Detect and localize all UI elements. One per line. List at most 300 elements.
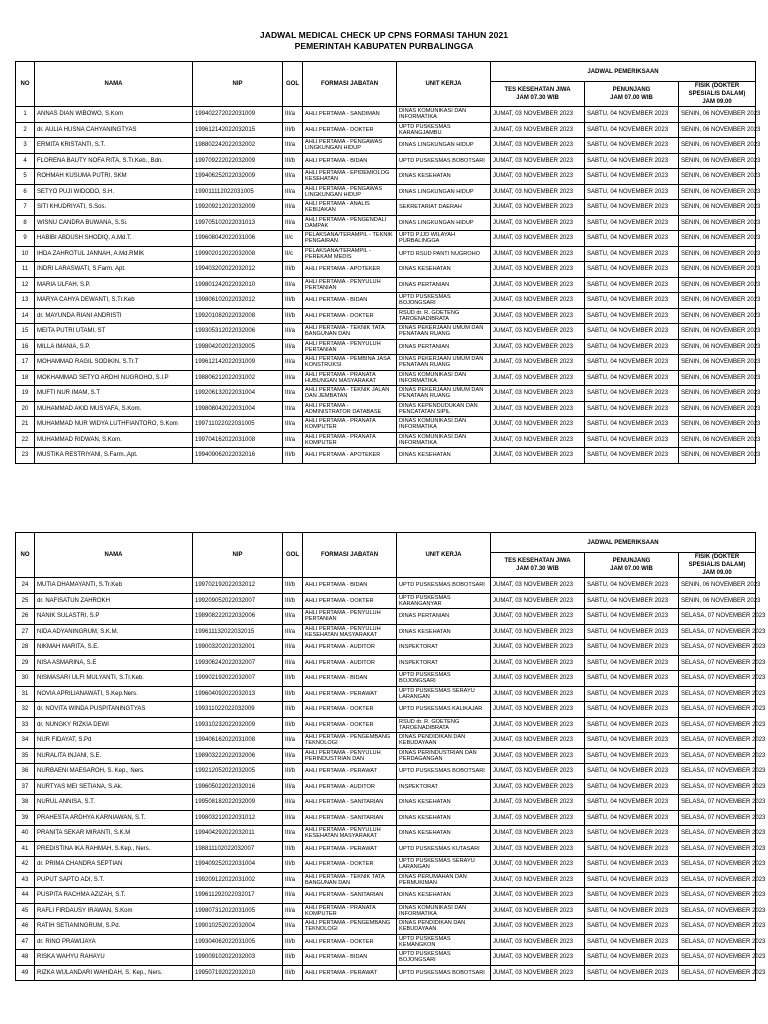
cell-gol: III/b (283, 262, 303, 278)
cell-fisik-date: SENIN, 06 NOVEMBER 2023 (679, 578, 756, 594)
table-row (16, 370, 756, 386)
cell-penunjang-date: SABTU, 04 NOVEMBER 2023 (585, 903, 679, 919)
cell-unit: UPTD PUSKESMAS KARANGANYAR (397, 593, 491, 609)
cell-nama: PRAHESTA ARDHYA KARNIAWAN, S.T. (35, 810, 193, 826)
cell-jabatan: AHLI PERTAMA - PENGAWAS LINGKUNGAN HIDUP (303, 138, 397, 154)
cell-unit: DINAS PENDIDIKAN DAN KEBUDAYAAN (397, 919, 491, 935)
cell-nama: ANNAS DIAN WIBOWO, S.Kom (35, 107, 193, 123)
table-row (16, 702, 756, 718)
cell-nip: 199801242022032010 (193, 277, 283, 293)
cell-nama: MARYA CAHYA DEWANTI, S.Tr.Keb (35, 293, 193, 309)
cell-fisik-date: SELASA, 07 NOVEMBER 2023 (679, 686, 756, 702)
cell-unit: DINAS PENDIDIKAN DAN KEBUDAYAAN (397, 733, 491, 749)
cell-nip: 198903222022032006 (193, 748, 283, 764)
cell-jiwa-date: JUMAT, 03 NOVEMBER 2023 (491, 107, 585, 123)
cell-jabatan: AHLI PERTAMA - DOKTER (303, 308, 397, 324)
cell-gol: III/b (283, 448, 303, 464)
cell-fisik-date: SELASA, 07 NOVEMBER 2023 (679, 888, 756, 904)
cell-fisik-date: SELASA, 07 NOVEMBER 2023 (679, 624, 756, 640)
cell-fisik-date: SELASA, 07 NOVEMBER 2023 (679, 609, 756, 625)
cell-fisik-date: SELASA, 07 NOVEMBER 2023 (679, 795, 756, 811)
table-row (16, 950, 756, 966)
header-jiwa: TES KESEHATAN JIWA JAM 07.30 WIB (491, 553, 585, 578)
cell-nama: dr. NUNGKY RIZKIA DEWI (35, 717, 193, 733)
cell-no: 25 (16, 593, 35, 609)
cell-jabatan: AHLI PERTAMA - BIDAN (303, 950, 397, 966)
table-row (16, 779, 756, 795)
cell-nip: 199010252022032004 (193, 919, 283, 935)
cell-unit: DINAS PEKERJAAN UMUM DAN PENATAAN RUANG (397, 324, 491, 340)
cell-no: 45 (16, 903, 35, 919)
cell-penunjang-date: SABTU, 04 NOVEMBER 2023 (585, 671, 679, 687)
cell-no: 26 (16, 609, 35, 625)
header-nip: NIP (193, 62, 283, 107)
cell-fisik-date: SELASA, 07 NOVEMBER 2023 (679, 779, 756, 795)
cell-unit: UPTD PUSKESMAS KEMANGKON (397, 934, 491, 950)
cell-nip: 198802242022032002 (193, 138, 283, 154)
cell-unit: DINAS KESEHATAN (397, 888, 491, 904)
cell-unit: UPTD PUSKESMAS SERAYU LARANGAN (397, 686, 491, 702)
cell-nama: MOKHAMMAD SETYO ARDHI NUGROHO, S.I.P (35, 370, 193, 386)
cell-unit: DINAS KOMUNIKASI DAN INFORMATIKA (397, 417, 491, 433)
table-row (16, 965, 756, 981)
cell-gol: III/a (283, 417, 303, 433)
cell-penunjang-date: SABTU, 04 NOVEMBER 2023 (585, 640, 679, 656)
cell-no: 5 (16, 169, 35, 185)
cell-gol: III/b (283, 122, 303, 138)
cell-unit: DINAS PERINDUSTRIAN DAN PERDAGANGAN (397, 748, 491, 764)
cell-fisik-date: SENIN, 06 NOVEMBER 2023 (679, 107, 756, 123)
cell-penunjang-date: SABTU, 04 NOVEMBER 2023 (585, 293, 679, 309)
cell-jabatan: AHLI PERTAMA - DOKTER (303, 857, 397, 873)
table-row (16, 810, 756, 826)
cell-no: 21 (16, 417, 35, 433)
cell-no: 30 (16, 671, 35, 687)
cell-unit: UPTD PUSKESMAS SERAYU LARANGAN (397, 857, 491, 873)
cell-nama: dr. PRIMA CHANDRA SEPTIAN (35, 857, 193, 873)
cell-unit: DINAS PERTANIAN (397, 277, 491, 293)
cell-unit: DINAS KOMUNIKASI DAN INFORMATIKA (397, 432, 491, 448)
cell-gol: III/a (283, 355, 303, 371)
cell-penunjang-date: SABTU, 04 NOVEMBER 2023 (585, 748, 679, 764)
cell-no: 6 (16, 184, 35, 200)
cell-jiwa-date: JUMAT, 03 NOVEMBER 2023 (491, 293, 585, 309)
cell-nip: 199403202022032012 (193, 262, 283, 278)
cell-gol: III/b (283, 764, 303, 780)
header-nama: NAMA (35, 533, 193, 578)
cell-fisik-date: SENIN, 06 NOVEMBER 2023 (679, 138, 756, 154)
cell-nip: 198806212022031002 (193, 370, 283, 386)
cell-penunjang-date: SABTU, 04 NOVEMBER 2023 (585, 934, 679, 950)
cell-nip: 199212052022032005 (193, 764, 283, 780)
cell-nama: MUTIA DHAMAYANTI, S.Tr.Keb (35, 578, 193, 594)
cell-jabatan: AHLI PERTAMA - APOTEKER (303, 448, 397, 464)
cell-jabatan: AHLI PERTAMA - PENGEMBANG TEKNOLOGI (303, 733, 397, 749)
cell-jabatan: AHLI PERTAMA - PEMBINA JASA KONSTRUKSI (303, 355, 397, 371)
cell-gol: III/a (283, 200, 303, 216)
cell-nip: 199608042022031006 (193, 231, 283, 247)
cell-gol: II/c (283, 246, 303, 262)
table-row (16, 417, 756, 433)
cell-unit: UPTD PUSKESMAS BOJONGSARI (397, 950, 491, 966)
cell-nip: 199406162022031008 (193, 733, 283, 749)
document-subtitle: PEMERINTAH KABUPATEN PURBALINGGA (294, 41, 474, 51)
cell-unit: UPTD PUSKESMAS KARANGJAMBU (397, 122, 491, 138)
cell-unit: UPTD PUSKESMAS BOBOTSARI (397, 153, 491, 169)
cell-jiwa-date: JUMAT, 03 NOVEMBER 2023 (491, 965, 585, 981)
cell-gol: III/a (283, 386, 303, 402)
cell-fisik-date: SENIN, 06 NOVEMBER 2023 (679, 293, 756, 309)
cell-nip: 199711022022031005 (193, 417, 283, 433)
cell-gol: III/a (283, 733, 303, 749)
cell-nip: 199311022022032009 (193, 702, 283, 718)
cell-nama: NURALITA INJANI, S.E. (35, 748, 193, 764)
table-row (16, 919, 756, 935)
schedule-table-2 (15, 532, 766, 981)
cell-jabatan: AHLI PERTAMA - EPIDEMIOLOG KESEHATAN (303, 169, 397, 185)
cell-fisik-date: SELASA, 07 NOVEMBER 2023 (679, 640, 756, 656)
cell-no: 11 (16, 262, 35, 278)
cell-jabatan: AHLI PERTAMA - APOTEKER (303, 262, 397, 278)
cell-jabatan: AHLI PERTAMA - PRANATA KOMPUTER (303, 432, 397, 448)
cell-jiwa-date: JUMAT, 03 NOVEMBER 2023 (491, 386, 585, 402)
cell-gol: III/a (283, 872, 303, 888)
cell-nama: dr. NOVITA WINDA PUSPITANINGTYAS (35, 702, 193, 718)
cell-nip: 199705102022031013 (193, 215, 283, 231)
cell-nama: NUR FIDAYAT, S.Pd (35, 733, 193, 749)
cell-nip: 199808042022031004 (193, 401, 283, 417)
cell-fisik-date: SENIN, 06 NOVEMBER 2023 (679, 231, 756, 247)
cell-fisik-date: SENIN, 06 NOVEMBER 2023 (679, 370, 756, 386)
cell-nip: 199508182022032009 (193, 795, 283, 811)
cell-jiwa-date: JUMAT, 03 NOVEMBER 2023 (491, 795, 585, 811)
cell-nip: 199803212022031012 (193, 810, 283, 826)
table-row (16, 246, 756, 262)
cell-penunjang-date: SABTU, 04 NOVEMBER 2023 (585, 764, 679, 780)
table-row (16, 169, 756, 185)
cell-unit: DINAS KESEHATAN (397, 262, 491, 278)
cell-fisik-date: SELASA, 07 NOVEMBER 2023 (679, 857, 756, 873)
cell-unit: UPTD PUSKESMAS KALIKAJAR (397, 702, 491, 718)
cell-jabatan: AHLI PERTAMA - PRANATA KOMPUTER (303, 417, 397, 433)
cell-jabatan: AHLI PERTAMA - PENYULUH PERTANIAN (303, 339, 397, 355)
cell-jabatan: AHLI PERTAMA - PERAWAT (303, 841, 397, 857)
cell-nama: dr. MAYUNDA RIANI ANDRISTI (35, 308, 193, 324)
cell-jiwa-date: JUMAT, 03 NOVEMBER 2023 (491, 169, 585, 185)
cell-penunjang-date: SABTU, 04 NOVEMBER 2023 (585, 826, 679, 842)
cell-jiwa-date: JUMAT, 03 NOVEMBER 2023 (491, 339, 585, 355)
cell-no: 32 (16, 702, 35, 718)
cell-fisik-date: SENIN, 06 NOVEMBER 2023 (679, 277, 756, 293)
table-row (16, 748, 756, 764)
cell-no: 8 (16, 215, 35, 231)
cell-nama: MUHAMMAD RIDWAN, S.Kom. (35, 432, 193, 448)
cell-unit: INSPEKTORAT (397, 655, 491, 671)
table-row (16, 872, 756, 888)
table-row (16, 138, 756, 154)
cell-nip: 199709222022032009 (193, 153, 283, 169)
cell-unit: DINAS KESEHATAN (397, 624, 491, 640)
cell-jabatan: AHLI PERTAMA - DOKTER (303, 122, 397, 138)
cell-penunjang-date: SABTU, 04 NOVEMBER 2023 (585, 609, 679, 625)
header-no: NO (16, 533, 35, 578)
cell-jiwa-date: JUMAT, 03 NOVEMBER 2023 (491, 578, 585, 594)
table-row (16, 448, 756, 464)
cell-penunjang-date: SABTU, 04 NOVEMBER 2023 (585, 841, 679, 857)
cell-jabatan: AHLI PERTAMA - BIDAN (303, 293, 397, 309)
cell-unit: DINAS KESEHATAN (397, 169, 491, 185)
cell-no: 47 (16, 934, 35, 950)
cell-jabatan: AHLI PERTAMA - SANITARIAN (303, 810, 397, 826)
cell-jiwa-date: JUMAT, 03 NOVEMBER 2023 (491, 246, 585, 262)
header-jadwal: JADWAL PEMERIKSAAN (491, 62, 756, 82)
cell-jiwa-date: JUMAT, 03 NOVEMBER 2023 (491, 138, 585, 154)
cell-jabatan: AHLI PERTAMA - DOKTER (303, 593, 397, 609)
header-penunjang: PENUNJANG JAM 07.00 WIB (585, 82, 679, 107)
cell-penunjang-date: SABTU, 04 NOVEMBER 2023 (585, 779, 679, 795)
cell-fisik-date: SENIN, 06 NOVEMBER 2023 (679, 122, 756, 138)
cell-unit: DINAS PERUMAHAN DAN PERMUKIMAN (397, 872, 491, 888)
cell-nip: 199605022022032016 (193, 779, 283, 795)
cell-nip: 199604092022032013 (193, 686, 283, 702)
cell-fisik-date: SELASA, 07 NOVEMBER 2023 (679, 702, 756, 718)
cell-no: 13 (16, 293, 35, 309)
cell-jabatan: AHLI PERTAMA - PERAWAT (303, 965, 397, 981)
table-row (16, 122, 756, 138)
table-row (16, 686, 756, 702)
cell-nip: 199201082022032008 (193, 308, 283, 324)
cell-jiwa-date: JUMAT, 03 NOVEMBER 2023 (491, 764, 585, 780)
table-row (16, 888, 756, 904)
cell-jabatan: AHLI PERTAMA - ANALIS KEBIJAKAN (303, 200, 397, 216)
cell-nama: NURUL ANNISA, S.T. (35, 795, 193, 811)
cell-penunjang-date: SABTU, 04 NOVEMBER 2023 (585, 262, 679, 278)
table-row (16, 386, 756, 402)
cell-no: 20 (16, 401, 35, 417)
header-no: NO (16, 62, 35, 107)
cell-fisik-date: SENIN, 06 NOVEMBER 2023 (679, 262, 756, 278)
cell-fisik-date: SENIN, 06 NOVEMBER 2023 (679, 355, 756, 371)
cell-nip: 199612142022031009 (193, 355, 283, 371)
cell-penunjang-date: SABTU, 04 NOVEMBER 2023 (585, 308, 679, 324)
cell-nip: 199611292022032017 (193, 888, 283, 904)
cell-gol: III/a (283, 324, 303, 340)
cell-no: 3 (16, 138, 35, 154)
cell-penunjang-date: SABTU, 04 NOVEMBER 2023 (585, 872, 679, 888)
header-gol: GOL (283, 62, 303, 107)
cell-jiwa-date: JUMAT, 03 NOVEMBER 2023 (491, 810, 585, 826)
cell-gol: III/a (283, 826, 303, 842)
cell-jabatan: PELAKSANA/TERAMPIL - TEKNIK PENGAIRAN (303, 231, 397, 247)
cell-no: 48 (16, 950, 35, 966)
cell-jabatan: AHLI PERTAMA - AUDITOR (303, 779, 397, 795)
cell-jiwa-date: JUMAT, 03 NOVEMBER 2023 (491, 262, 585, 278)
cell-nama: WISNU CANDRA BUWANA, S.Si. (35, 215, 193, 231)
cell-gol: III/a (283, 138, 303, 154)
cell-fisik-date: SENIN, 06 NOVEMBER 2023 (679, 246, 756, 262)
cell-jabatan: AHLI PERTAMA - PERAWAT (303, 686, 397, 702)
cell-nip: 199409252022031004 (193, 857, 283, 873)
cell-fisik-date: SELASA, 07 NOVEMBER 2023 (679, 810, 756, 826)
cell-jiwa-date: JUMAT, 03 NOVEMBER 2023 (491, 308, 585, 324)
cell-penunjang-date: SABTU, 04 NOVEMBER 2023 (585, 355, 679, 371)
cell-nama: NOVIA APRILIANAWATI, S.Kep.Ners. (35, 686, 193, 702)
cell-gol: III/a (283, 401, 303, 417)
cell-no: 49 (16, 965, 35, 981)
cell-penunjang-date: SABTU, 04 NOVEMBER 2023 (585, 246, 679, 262)
cell-penunjang-date: SABTU, 04 NOVEMBER 2023 (585, 370, 679, 386)
document-title: JADWAL MEDICAL CHECK UP CPNS FORMASI TAHUN 2021 (259, 30, 509, 40)
cell-unit: RSUD dr. R. GOETENG TAROENADIBRATA (397, 717, 491, 733)
cell-nama: NURTYAS MEI SETIANA, S.Ak. (35, 779, 193, 795)
cell-nip: 199304062022031005 (193, 934, 283, 950)
cell-gol: III/b (283, 293, 303, 309)
cell-nip: 199310232022032009 (193, 717, 283, 733)
cell-unit: DINAS PERTANIAN (397, 339, 491, 355)
cell-penunjang-date: SABTU, 04 NOVEMBER 2023 (585, 578, 679, 594)
cell-jabatan: AHLI PERTAMA - AUDITOR (303, 655, 397, 671)
cell-fisik-date: SENIN, 06 NOVEMBER 2023 (679, 593, 756, 609)
header-nip: NIP (193, 533, 283, 578)
cell-unit: UPTD PUSKESMAS BOBOTSARI (397, 965, 491, 981)
cell-penunjang-date: SABTU, 04 NOVEMBER 2023 (585, 417, 679, 433)
cell-jiwa-date: JUMAT, 03 NOVEMBER 2023 (491, 200, 585, 216)
cell-gol: III/a (283, 370, 303, 386)
cell-no: 27 (16, 624, 35, 640)
cell-nama: NANIK SULASTRI, S.P (35, 609, 193, 625)
cell-unit: UPTD PUSKESMAS KUTASARI (397, 841, 491, 857)
cell-nama: MOHAMMAD RAGIL SODIKIN, S.Tr.T (35, 355, 193, 371)
cell-fisik-date: SENIN, 06 NOVEMBER 2023 (679, 308, 756, 324)
cell-gol: III/a (283, 277, 303, 293)
cell-nama: PUPUT SAPTO ADI, S.T. (35, 872, 193, 888)
cell-unit: DINAS KEPENDUDUKAN DAN PENCATATAN SIPIL (397, 401, 491, 417)
header-unit: UNIT KERJA (397, 62, 491, 107)
cell-jiwa-date: JUMAT, 03 NOVEMBER 2023 (491, 355, 585, 371)
cell-gol: III/b (283, 857, 303, 873)
cell-jiwa-date: JUMAT, 03 NOVEMBER 2023 (491, 950, 585, 966)
cell-jabatan: AHLI PERTAMA - SANITARIAN (303, 795, 397, 811)
cell-jabatan: AHLI PERTAMA - DOKTER (303, 717, 397, 733)
cell-gol: II/c (283, 231, 303, 247)
cell-penunjang-date: SABTU, 04 NOVEMBER 2023 (585, 401, 679, 417)
header-jadwal: JADWAL PEMERIKSAAN (491, 533, 756, 553)
cell-unit: UPTD RSUD PANTI NUGROHO (397, 246, 491, 262)
cell-nip: 199209052022032007 (193, 593, 283, 609)
header-unit: UNIT KERJA (397, 533, 491, 578)
cell-nama: HABIBI ABDUSH SHODIQ, A.Md.T. (35, 231, 193, 247)
cell-nama: INDRI LARASWATI, S.Farm. Apt. (35, 262, 193, 278)
cell-jiwa-date: JUMAT, 03 NOVEMBER 2023 (491, 277, 585, 293)
cell-jabatan: AHLI PERTAMA - PERAWAT (303, 764, 397, 780)
cell-no: 34 (16, 733, 35, 749)
cell-fisik-date: SELASA, 07 NOVEMBER 2023 (679, 748, 756, 764)
table-row (16, 733, 756, 749)
cell-jiwa-date: JUMAT, 03 NOVEMBER 2023 (491, 609, 585, 625)
cell-nip: 199806102022032012 (193, 293, 283, 309)
cell-jabatan: AHLI PERTAMA - PENGAWAS LINGKUNGAN HIDUP (303, 184, 397, 200)
cell-fisik-date: SELASA, 07 NOVEMBER 2023 (679, 872, 756, 888)
cell-nip: 199009102022032003 (193, 950, 283, 966)
table-row (16, 640, 756, 656)
table-row (16, 153, 756, 169)
cell-nama: RAFLI FIRDAUSY IRAWAN, S.Kom (35, 903, 193, 919)
cell-nip: 198908222022032006 (193, 609, 283, 625)
cell-gol: III/b (283, 934, 303, 950)
cell-no: 12 (16, 277, 35, 293)
cell-nama: ERMITA KRISTANTI, S.T. (35, 138, 193, 154)
cell-jabatan: AHLI PERTAMA - DOKTER (303, 702, 397, 718)
cell-jabatan: AHLI PERTAMA - TEKNIK TATA BANGUNAN DAN (303, 872, 397, 888)
cell-jiwa-date: JUMAT, 03 NOVEMBER 2023 (491, 153, 585, 169)
cell-fisik-date: SENIN, 06 NOVEMBER 2023 (679, 401, 756, 417)
cell-fisik-date: SENIN, 06 NOVEMBER 2023 (679, 417, 756, 433)
cell-penunjang-date: SABTU, 04 NOVEMBER 2023 (585, 231, 679, 247)
cell-no: 44 (16, 888, 35, 904)
cell-jiwa-date: JUMAT, 03 NOVEMBER 2023 (491, 655, 585, 671)
cell-gol: III/a (283, 795, 303, 811)
table-row (16, 717, 756, 733)
cell-nip: 198811102022032007 (193, 841, 283, 857)
cell-fisik-date: SELASA, 07 NOVEMBER 2023 (679, 764, 756, 780)
cell-gol: III/b (283, 153, 303, 169)
cell-jiwa-date: JUMAT, 03 NOVEMBER 2023 (491, 593, 585, 609)
cell-unit: DINAS LINGKUNGAN HIDUP (397, 184, 491, 200)
cell-no: 16 (16, 339, 35, 355)
table-row (16, 593, 756, 609)
cell-penunjang-date: SABTU, 04 NOVEMBER 2023 (585, 448, 679, 464)
cell-penunjang-date: SABTU, 04 NOVEMBER 2023 (585, 919, 679, 935)
table-row (16, 903, 756, 919)
cell-jiwa-date: JUMAT, 03 NOVEMBER 2023 (491, 401, 585, 417)
table-row (16, 578, 756, 594)
cell-fisik-date: SELASA, 07 NOVEMBER 2023 (679, 655, 756, 671)
table-row (16, 277, 756, 293)
table-row (16, 857, 756, 873)
cell-nip: 199902012022032008 (193, 246, 283, 262)
cell-nama: NIKMAH MARITA, S.E. (35, 640, 193, 656)
cell-no: 14 (16, 308, 35, 324)
cell-nama: NISMASARI ULFI MULYANTI, S.Tr.Keb. (35, 671, 193, 687)
cell-gol: III/a (283, 888, 303, 904)
header-nama: NAMA (35, 62, 193, 107)
cell-no: 9 (16, 231, 35, 247)
cell-fisik-date: SENIN, 06 NOVEMBER 2023 (679, 386, 756, 402)
table-row (16, 432, 756, 448)
cell-gol: III/a (283, 339, 303, 355)
cell-nama: PUSPITA RACHMA AZIZAH, S.T. (35, 888, 193, 904)
cell-unit: DINAS KESEHATAN (397, 810, 491, 826)
cell-no: 33 (16, 717, 35, 733)
table-row (16, 339, 756, 355)
cell-penunjang-date: SABTU, 04 NOVEMBER 2023 (585, 153, 679, 169)
table-row (16, 293, 756, 309)
table-row (16, 184, 756, 200)
cell-jiwa-date: JUMAT, 03 NOVEMBER 2023 (491, 370, 585, 386)
cell-gol: III/a (283, 655, 303, 671)
cell-fisik-date: SENIN, 06 NOVEMBER 2023 (679, 339, 756, 355)
cell-gol: III/a (283, 609, 303, 625)
cell-gol: III/a (283, 640, 303, 656)
cell-jiwa-date: JUMAT, 03 NOVEMBER 2023 (491, 215, 585, 231)
cell-nip: 199409062022032016 (193, 448, 283, 464)
cell-gol: III/a (283, 432, 303, 448)
cell-penunjang-date: SABTU, 04 NOVEMBER 2023 (585, 950, 679, 966)
cell-jabatan: AHLI PERTAMA - PENYULUH PERINDUSTRIAN DAN (303, 748, 397, 764)
cell-gol: III/b (283, 965, 303, 981)
cell-penunjang-date: SABTU, 04 NOVEMBER 2023 (585, 857, 679, 873)
cell-no: 10 (16, 246, 35, 262)
